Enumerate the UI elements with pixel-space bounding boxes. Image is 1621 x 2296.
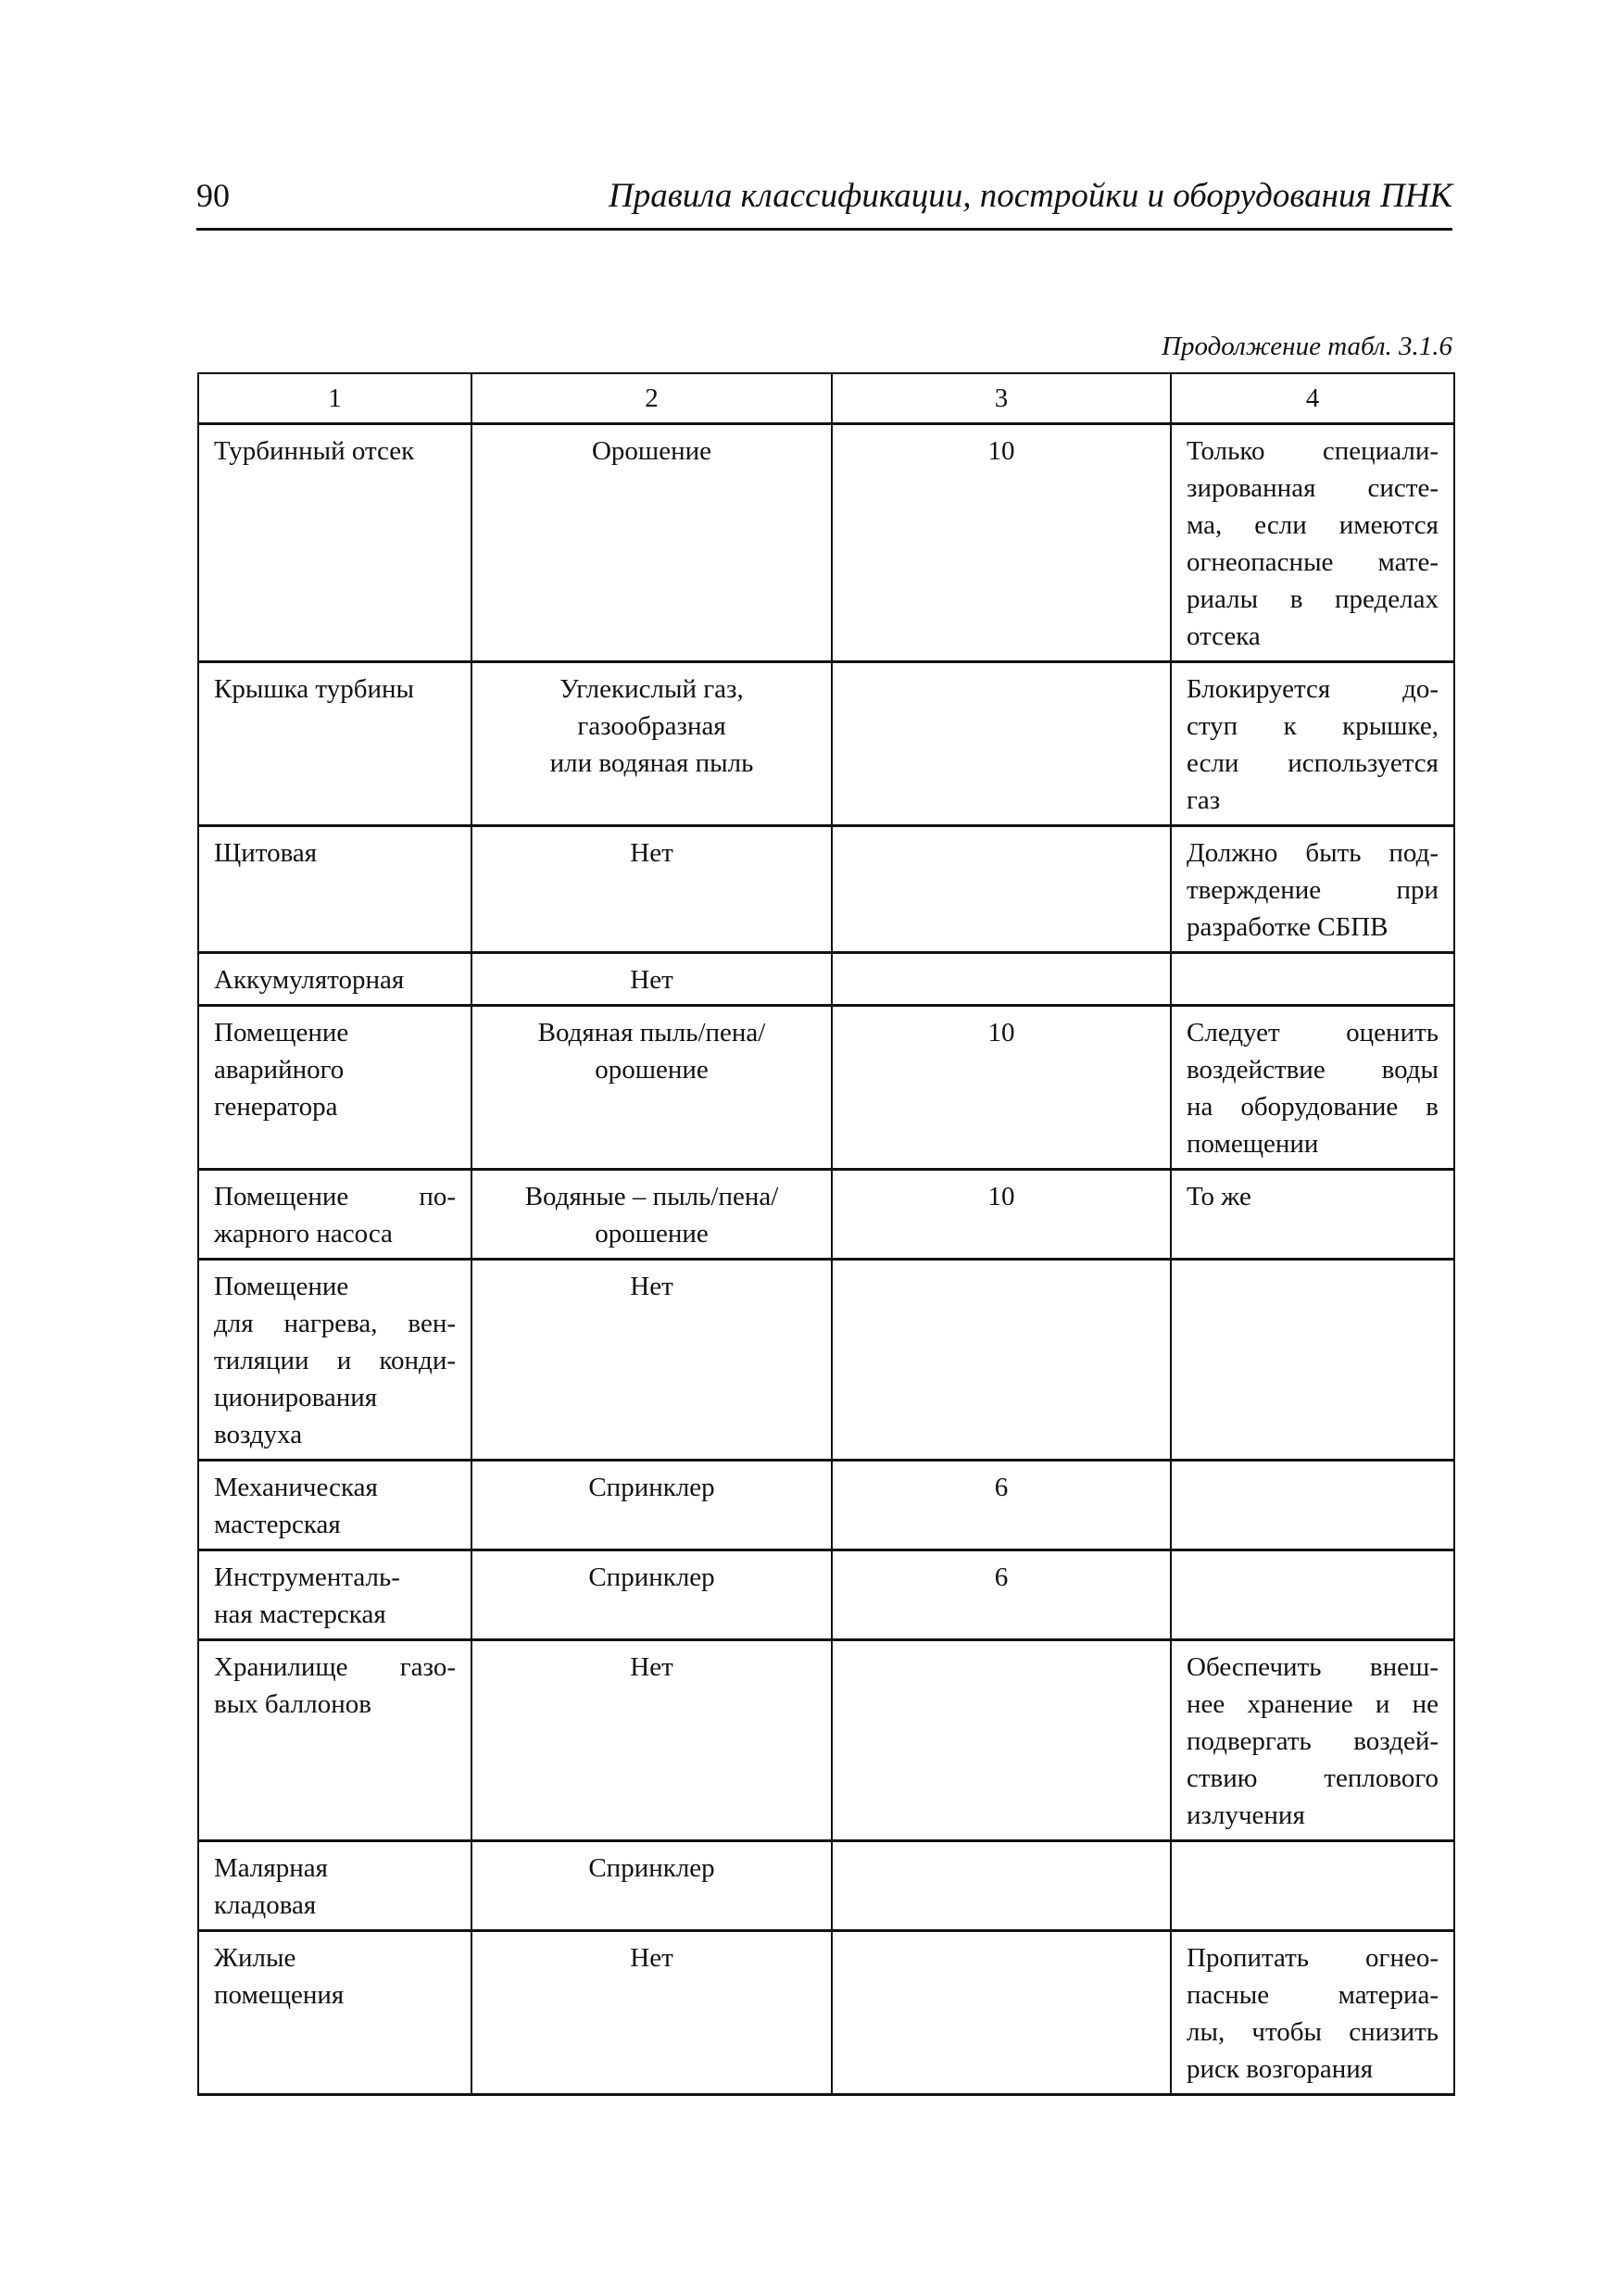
cell-line: Хранилище газо- xyxy=(214,1652,456,1682)
cell-c2 xyxy=(471,1640,832,1841)
cell-c3 xyxy=(832,1640,1171,1841)
cell-line: если используется xyxy=(1187,748,1439,778)
cell-line: Щитовая xyxy=(214,838,318,868)
table-row xyxy=(198,826,1454,953)
cell-c1 xyxy=(198,1260,471,1461)
cell-line: Водяная пыль/пена/ xyxy=(537,1018,766,1048)
cell-line: орошение xyxy=(595,1055,709,1085)
cell-c4 xyxy=(1171,953,1454,1006)
cell-line: Обеспечить внеш- xyxy=(1187,1652,1439,1682)
cell-line: Турбинный отсек xyxy=(214,436,415,466)
cell-line: Спринклер xyxy=(588,1853,715,1883)
cell-line: То же xyxy=(1187,1182,1251,1211)
cell-c3 xyxy=(832,826,1171,953)
cell-line: жарного насоса xyxy=(214,1219,393,1248)
table-row xyxy=(198,1550,1454,1640)
cell-line: Блокируется до- xyxy=(1187,674,1439,704)
cell-line: помещения xyxy=(214,1980,345,2010)
cell-c4 xyxy=(1171,662,1454,826)
cell-line: риалы в пределах xyxy=(1187,584,1439,614)
cell-line: Углекислый газ, xyxy=(559,674,744,704)
column-header: 1 xyxy=(198,373,471,424)
cell-line: воздействие воды xyxy=(1187,1055,1439,1085)
cell-c3 xyxy=(832,662,1171,826)
page-number: 90 xyxy=(196,177,230,214)
cell-line: тверждение при xyxy=(1187,875,1439,905)
cell-c2 xyxy=(471,1931,832,2095)
cell-c1 xyxy=(198,826,471,953)
cell-line: аварийного xyxy=(214,1055,345,1085)
cell-line: генератора xyxy=(214,1092,338,1122)
cell-c3: 10 xyxy=(832,424,1171,662)
cell-c1 xyxy=(198,1170,471,1260)
cell-line: Малярная xyxy=(214,1853,328,1883)
cell-line: ная мастерская xyxy=(214,1600,386,1629)
cell-line: Помещение xyxy=(214,1018,349,1048)
cell-line: лы, чтобы снизить xyxy=(1187,2017,1439,2047)
table-row xyxy=(198,953,1454,1006)
table-row xyxy=(198,1006,1454,1170)
cell-c4 xyxy=(1171,826,1454,953)
cell-c3: 6 xyxy=(832,1550,1171,1640)
column-header: 3 xyxy=(832,373,1171,424)
cell-line: Нет xyxy=(630,1652,673,1682)
header-rule xyxy=(196,228,1452,231)
cell-line: Пропитать огнео- xyxy=(1187,1943,1439,1973)
cell-c4 xyxy=(1171,1006,1454,1170)
running-title: Правила классификации, постройки и оборудования ПНК xyxy=(609,177,1452,215)
cell-c4 xyxy=(1171,424,1454,662)
cell-c4 xyxy=(1171,1461,1454,1550)
cell-line: Спринклер xyxy=(588,1473,715,1502)
cell-c1 xyxy=(198,1550,471,1640)
table-row xyxy=(198,1170,1454,1260)
cell-line: Следует оценить xyxy=(1187,1018,1439,1048)
cell-c2 xyxy=(471,1841,832,1931)
cell-c2 xyxy=(471,1170,832,1260)
cell-c1 xyxy=(198,1931,471,2095)
cell-line: пасные материа- xyxy=(1187,1980,1439,2010)
cell-c1 xyxy=(198,1841,471,1931)
cell-c3: 10 xyxy=(832,1170,1171,1260)
column-header: 4 xyxy=(1171,373,1454,424)
cell-c3 xyxy=(832,1841,1171,1931)
cell-c3 xyxy=(832,1931,1171,2095)
cell-line: или водяная пыль xyxy=(549,748,754,778)
table-row xyxy=(198,1260,1454,1461)
cell-line: тиляции и конди- xyxy=(214,1346,456,1375)
cell-c2 xyxy=(471,424,832,662)
cell-c4 xyxy=(1171,1550,1454,1640)
cell-c4 xyxy=(1171,1260,1454,1461)
table-row xyxy=(198,424,1454,662)
cell-c1 xyxy=(198,1006,471,1170)
cell-line: нее хранение и не xyxy=(1187,1689,1439,1719)
table-caption: Продолжение табл. 3.1.6 xyxy=(1162,332,1452,361)
cell-c1 xyxy=(198,1461,471,1550)
cell-line: ствию теплового xyxy=(1187,1763,1439,1793)
cell-line: мастерская xyxy=(214,1510,341,1539)
fire-protection-table xyxy=(197,372,1455,2096)
cell-line: Аккумуляторная xyxy=(214,965,405,995)
cell-line: вых баллонов xyxy=(214,1689,371,1719)
cell-c2 xyxy=(471,1260,832,1461)
cell-line: газ xyxy=(1187,785,1221,815)
cell-line: Крышка турбины xyxy=(214,674,414,704)
table-row xyxy=(198,1841,1454,1931)
cell-line: Помещение по- xyxy=(214,1182,456,1211)
cell-c2 xyxy=(471,1550,832,1640)
cell-c4 xyxy=(1171,1170,1454,1260)
cell-c3: 6 xyxy=(832,1461,1171,1550)
cell-line: ционирования xyxy=(214,1383,378,1412)
cell-line: на оборудование в xyxy=(1187,1092,1439,1122)
cell-c4 xyxy=(1171,1931,1454,2095)
cell-line: Инструменталь- xyxy=(214,1562,400,1592)
cell-line: излучения xyxy=(1187,1800,1305,1830)
cell-line: зированная систе- xyxy=(1187,473,1439,503)
cell-line: огнеопасные мате- xyxy=(1187,547,1439,577)
cell-c4 xyxy=(1171,1841,1454,1931)
cell-line: Водяные – пыль/пена/ xyxy=(524,1182,779,1211)
cell-line: Спринклер xyxy=(588,1562,715,1592)
cell-line: Нет xyxy=(630,1943,673,1973)
cell-line: Механическая xyxy=(214,1473,378,1502)
cell-c2 xyxy=(471,662,832,826)
cell-c3 xyxy=(832,953,1171,1006)
column-header: 2 xyxy=(471,373,832,424)
cell-line: отсека xyxy=(1187,621,1261,651)
cell-line: разработке СБПВ xyxy=(1187,912,1389,942)
cell-line: ступ к крышке, xyxy=(1187,711,1439,741)
cell-line: воздуха xyxy=(214,1420,303,1449)
cell-line: Нет xyxy=(630,1272,673,1301)
cell-line: Нет xyxy=(630,838,673,868)
table-row xyxy=(198,1931,1454,2095)
cell-c2 xyxy=(471,953,832,1006)
cell-line: Орошение xyxy=(591,436,712,466)
cell-line: подвергать воздей- xyxy=(1187,1726,1439,1756)
cell-line: помещении xyxy=(1187,1129,1319,1159)
cell-c1 xyxy=(198,953,471,1006)
cell-line: Помещение xyxy=(214,1272,349,1301)
cell-c1 xyxy=(198,662,471,826)
cell-line: Только специали- xyxy=(1187,436,1439,466)
cell-c2 xyxy=(471,1006,832,1170)
cell-line: ма, если имеются xyxy=(1187,510,1439,540)
cell-line: Жилые xyxy=(214,1943,296,1973)
cell-c1 xyxy=(198,424,471,662)
cell-line: орошение xyxy=(595,1219,709,1248)
cell-line: для нагрева, вен- xyxy=(214,1309,456,1338)
cell-c2 xyxy=(471,826,832,953)
cell-line: кладовая xyxy=(214,1890,317,1920)
cell-line: Должно быть под- xyxy=(1187,838,1439,868)
cell-c2 xyxy=(471,1461,832,1550)
table-header-row xyxy=(198,373,1454,424)
cell-line: риск возгорания xyxy=(1187,2054,1374,2084)
table-row xyxy=(198,662,1454,826)
cell-c3: 10 xyxy=(832,1006,1171,1170)
cell-c3 xyxy=(832,1260,1171,1461)
cell-line: газообразная xyxy=(577,711,726,741)
table-row xyxy=(198,1640,1454,1841)
table-row xyxy=(198,1461,1454,1550)
cell-c4 xyxy=(1171,1640,1454,1841)
cell-c1 xyxy=(198,1640,471,1841)
cell-line: Нет xyxy=(630,965,673,995)
